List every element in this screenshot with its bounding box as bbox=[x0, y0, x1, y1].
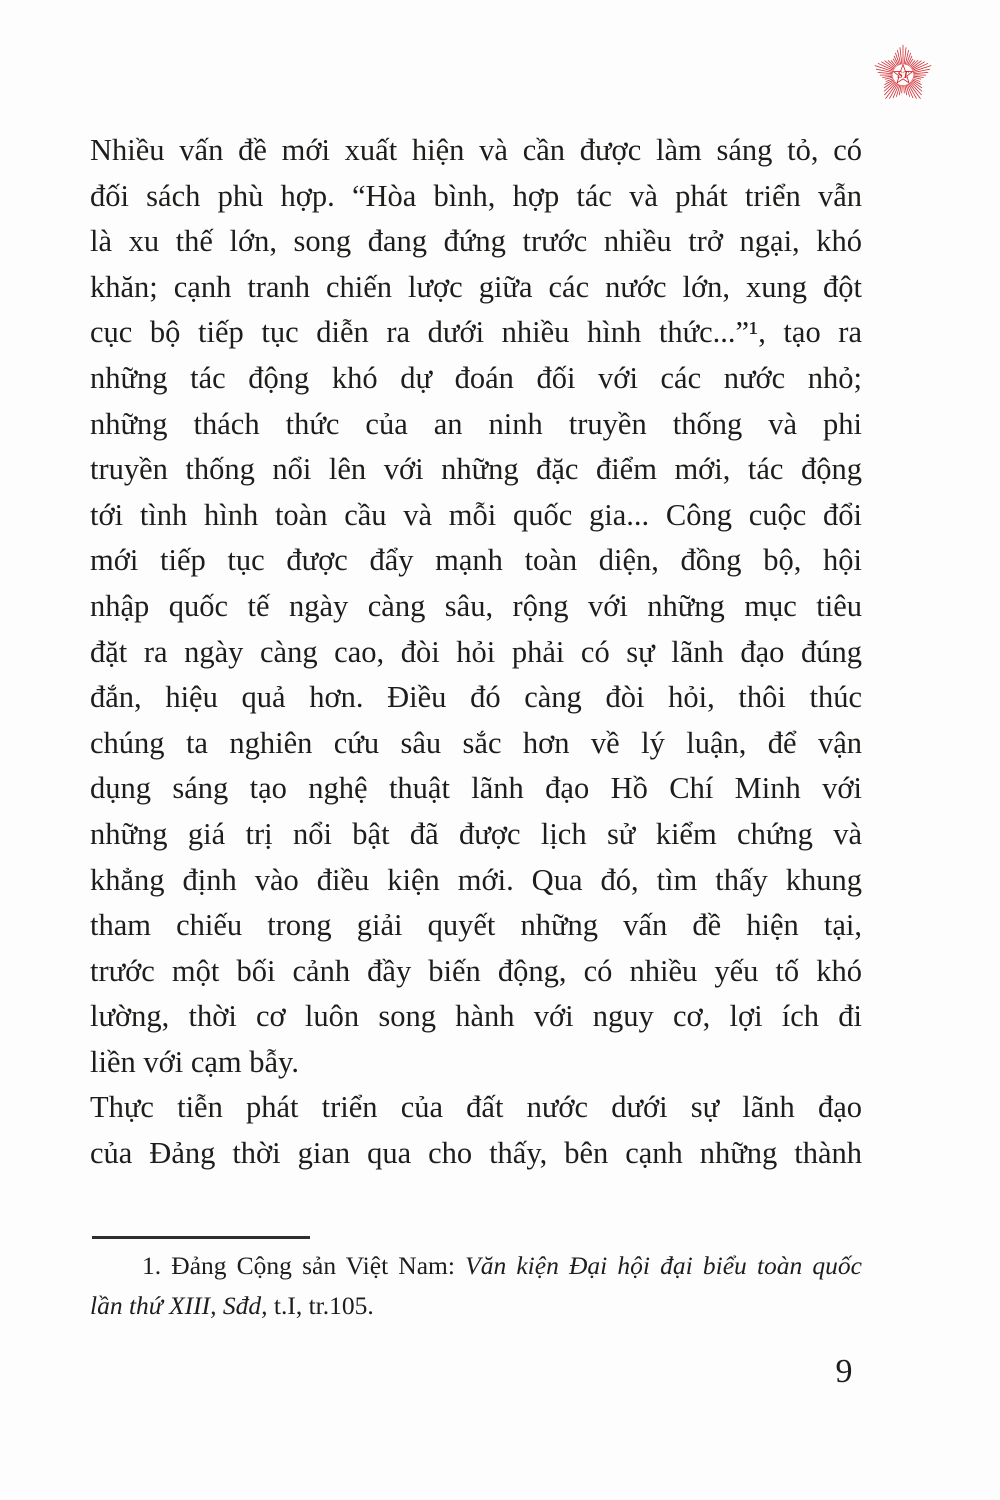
text-line: là xu thế lớn, song đang đứng trước nhiều trở ngại, khó bbox=[90, 224, 862, 259]
text-line: những giá trị nổi bật đã được lịch sử kiểm chứng và bbox=[90, 816, 862, 851]
text-line: dụng sáng tạo nghệ thuật lãnh đạo Hồ Chí Minh với bbox=[90, 771, 862, 806]
text-line: cục bộ tiếp tục diễn ra dưới nhiều hình thức...”¹, tạo ra bbox=[90, 315, 862, 350]
footnote-marker-and-author: 1. Đảng Cộng sản Việt Nam: bbox=[142, 1251, 466, 1280]
text-line: trước một bối cảnh đầy biến động, có nhiều yếu tố khó bbox=[90, 953, 862, 988]
text-line: những tác động khó dự đoán đối với các nước nhỏ; bbox=[90, 360, 862, 395]
text-line: mới tiếp tục được đẩy mạnh toàn diện, đồng bộ, hội bbox=[90, 543, 862, 578]
footnote-line-2 bbox=[90, 1286, 862, 1326]
publisher-logo bbox=[866, 38, 940, 110]
paragraph-2 bbox=[90, 1085, 862, 1176]
text-line: khăn; cạnh tranh chiến lược giữa các nước lớn, xung đột bbox=[90, 269, 862, 304]
text-line: lường, thời cơ luôn song hành với nguy cơ, lợi ích đi bbox=[90, 999, 862, 1034]
footnote-divider bbox=[92, 1236, 310, 1239]
text-line: liền với cạm bẫy. bbox=[90, 1044, 299, 1079]
text-line: đặt ra ngày càng cao, đòi hỏi phải có sự lãnh đạo đúng bbox=[90, 634, 862, 669]
text-line: khẳng định vào điều kiện mới. Qua đó, tìm thấy khung bbox=[90, 862, 862, 897]
footnote-page-ref: t.I, tr.105. bbox=[267, 1291, 374, 1320]
text-line: truyền thống nổi lên với những đặc điểm mới, tác động bbox=[90, 452, 862, 487]
footnote-work-title-cont: lần thứ XIII, Sđd, bbox=[90, 1291, 268, 1320]
text-line: của Đảng thời gian qua cho thấy, bên cạnh những thành bbox=[90, 1136, 862, 1171]
text-line: Nhiều vấn đề mới xuất hiện và cần được làm sáng tỏ, có bbox=[90, 133, 862, 167]
paragraph-1 bbox=[90, 128, 862, 1085]
text-line: chúng ta nghiên cứu sâu sắc hơn về lý luận, để vận bbox=[90, 725, 862, 760]
footnote-line-1 bbox=[90, 1246, 862, 1286]
star-burst-icon bbox=[866, 38, 940, 110]
text-line: đắn, hiệu quả hơn. Điều đó càng đòi hỏi, thôi thúc bbox=[90, 680, 862, 715]
text-line: Thực tiễn phát triển của đất nước dưới sự lãnh đạo bbox=[90, 1090, 862, 1125]
text-line: nhập quốc tế ngày càng sâu, rộng với những mục tiêu bbox=[90, 588, 862, 623]
text-line: đối sách phù hợp. “Hòa bình, hợp tác và phát triển vẫn bbox=[90, 178, 862, 213]
page-number: 9 bbox=[835, 1353, 853, 1390]
footnote bbox=[90, 1246, 862, 1326]
text-line: tham chiếu trong giải quyết những vấn đề hiện tại, bbox=[90, 908, 862, 943]
text-line: những thách thức của an ninh truyền thống và phi bbox=[90, 406, 862, 441]
page-body bbox=[90, 128, 862, 1177]
footnote-work-title: Văn kiện Đại hội đại biểu toàn quốc bbox=[465, 1251, 862, 1280]
svg-text:ST: ST bbox=[897, 70, 909, 82]
text-line: tới tình hình toàn cầu và mỗi quốc gia... Công cuộc đổi bbox=[90, 497, 862, 532]
